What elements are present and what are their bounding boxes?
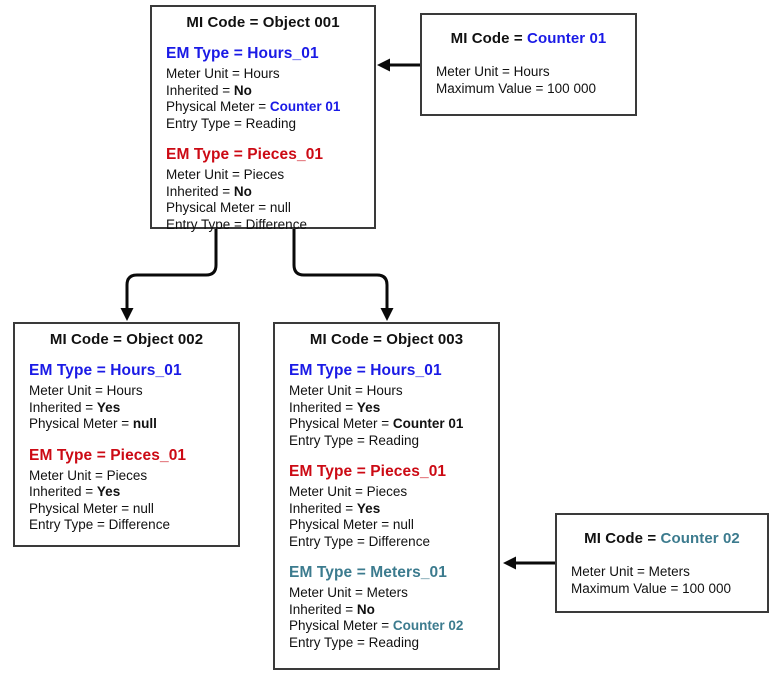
text-segment: Physical Meter = null: [29, 500, 154, 516]
text-segment: Meter Unit = Pieces: [289, 484, 408, 499]
text-segment: No: [233, 183, 252, 199]
text-segment: Inherited =: [289, 601, 357, 617]
text-segment: MI Code =: [450, 30, 528, 47]
field-line: [29, 383, 232, 400]
text-segment: Inherited =: [29, 484, 97, 499]
arrow-object001-to-object003: [294, 229, 394, 321]
text-segment: Counter 01: [392, 416, 464, 431]
em-type-section: [166, 45, 368, 132]
field-line: [29, 416, 232, 433]
text-segment: Physical Meter =: [289, 416, 393, 431]
em-type-section: [436, 64, 629, 97]
text-segment: No: [233, 82, 252, 98]
field-line: [289, 433, 492, 450]
em-type-section: [571, 564, 761, 597]
text-segment: Counter 02: [660, 530, 740, 547]
box-title-object-002: [15, 324, 238, 348]
field-line: [166, 167, 368, 184]
field-line: [29, 517, 232, 534]
em-type-section: [166, 146, 368, 233]
field-line: [166, 99, 368, 116]
field-line: [571, 581, 761, 598]
entity-box-object-001: [150, 5, 376, 232]
field-line: [436, 64, 629, 81]
box-body-counter-01: [422, 47, 635, 97]
field-line: [166, 116, 368, 133]
entity-box-object-002: [13, 322, 240, 547]
text-segment: Meter Unit = Meters: [571, 564, 690, 579]
em-type-heading: EM Type = Hours_01: [29, 362, 182, 379]
box-title-counter-02: [557, 515, 767, 547]
field-line: [289, 383, 492, 400]
field-line: [29, 468, 232, 485]
text-segment: null: [132, 416, 157, 431]
em-type-heading: EM Type = Hours_01: [166, 45, 319, 62]
field-line: [289, 400, 492, 417]
text-segment: Entry Type = Reading: [289, 634, 419, 650]
field-line: [166, 200, 368, 217]
text-segment: Meter Unit = Hours: [29, 383, 143, 398]
arrow-counter02-to-object003: [503, 557, 555, 570]
text-segment: Counter 01: [527, 30, 607, 47]
field-line: [289, 501, 492, 518]
em-type-heading: EM Type = Pieces_01: [166, 146, 324, 163]
field-line: [289, 618, 492, 635]
text-segment: Meter Unit = Hours: [289, 383, 403, 398]
field-line: [166, 66, 368, 83]
text-segment: Yes: [356, 500, 381, 516]
text-segment: Inherited =: [289, 500, 357, 516]
text-segment: Counter 02: [392, 618, 464, 633]
text-segment: No: [356, 601, 375, 617]
em-type-section: [29, 447, 232, 534]
field-line: [166, 184, 368, 201]
box-body-object-001: [152, 45, 374, 233]
em-type-heading: EM Type = Pieces_01: [29, 446, 187, 464]
em-type-section: [289, 463, 492, 550]
field-line: [289, 416, 492, 433]
field-line: [289, 635, 492, 652]
field-line: [166, 217, 368, 234]
field-line: [571, 564, 761, 581]
arrow-object001-to-object002: [121, 229, 217, 321]
field-line: [436, 81, 629, 98]
text-segment: Maximum Value = 100 000: [571, 580, 731, 596]
text-segment: Meter Unit = Pieces: [166, 167, 285, 182]
em-type-section: [289, 564, 492, 651]
text-segment: Physical Meter =: [289, 618, 393, 633]
text-segment: MI Code = Object 001: [186, 14, 340, 31]
text-segment: MI Code =: [584, 530, 661, 547]
entity-box-counter-02: [555, 513, 769, 613]
text-segment: Meter Unit = Hours: [166, 66, 280, 81]
field-line: [289, 484, 492, 501]
text-segment: Yes: [96, 399, 121, 415]
text-segment: Entry Type = Difference: [289, 533, 430, 549]
text-segment: MI Code = Object 003: [309, 331, 464, 348]
field-line: [289, 517, 492, 534]
text-segment: Physical Meter = null: [166, 200, 291, 215]
em-type-heading: EM Type = Meters_01: [289, 564, 447, 581]
field-line: [29, 501, 232, 518]
box-body-object-003: [275, 362, 498, 651]
text-segment: Inherited =: [166, 183, 234, 199]
entity-box-counter-01: [420, 13, 637, 116]
text-segment: Meter Unit = Hours: [436, 64, 550, 79]
text-segment: Physical Meter =: [29, 416, 133, 431]
field-line: [289, 602, 492, 619]
entity-box-object-003: [273, 322, 500, 670]
text-segment: Physical Meter = null: [289, 517, 414, 532]
text-segment: Meter Unit = Meters: [289, 585, 408, 600]
box-body-counter-02: [557, 547, 767, 597]
box-title-counter-01: [422, 15, 635, 47]
text-segment: Inherited =: [166, 82, 234, 98]
box-title-object-003: [275, 324, 498, 348]
text-segment: Inherited =: [289, 399, 357, 415]
em-type-heading: EM Type = Hours_01: [289, 362, 442, 379]
text-segment: Maximum Value = 100 000: [436, 80, 596, 96]
box-title-object-001: [152, 7, 374, 31]
text-segment: Entry Type = Difference: [166, 216, 307, 232]
text-segment: Entry Type = Reading: [166, 115, 296, 131]
text-segment: Entry Type = Difference: [29, 517, 170, 532]
text-segment: Entry Type = Reading: [289, 432, 419, 448]
field-line: [289, 585, 492, 602]
text-segment: Yes: [96, 484, 121, 499]
box-body-object-002: [15, 362, 238, 534]
text-segment: Inherited =: [29, 399, 97, 415]
em-type-section: [289, 362, 492, 449]
text-segment: Physical Meter =: [166, 99, 270, 114]
text-segment: MI Code = Object 002: [49, 331, 204, 348]
text-segment: Yes: [356, 399, 381, 415]
field-line: [289, 534, 492, 551]
em-type-heading: EM Type = Pieces_01: [289, 463, 447, 480]
text-segment: Counter 01: [269, 99, 341, 114]
text-segment: Meter Unit = Pieces: [29, 467, 148, 483]
field-line: [29, 400, 232, 417]
arrow-counter01-to-object001: [377, 59, 420, 72]
field-line: [166, 83, 368, 100]
em-type-section: [29, 362, 232, 433]
field-line: [29, 484, 232, 501]
